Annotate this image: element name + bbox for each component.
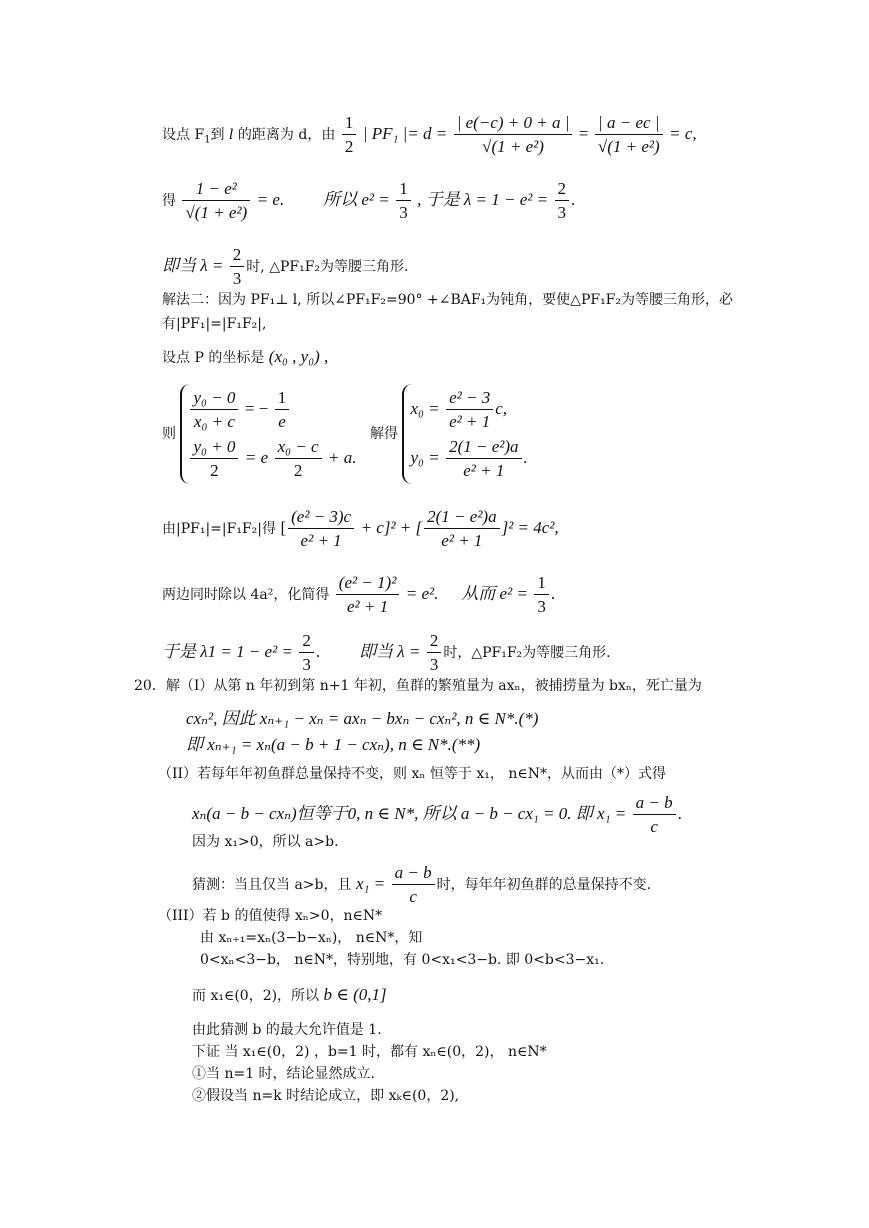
system-equations — [162, 384, 357, 484]
text: 则 — [162, 426, 176, 442]
num: 1 — [534, 572, 549, 595]
num: | e(−c) + 0 + a | — [454, 112, 573, 135]
num: 2 — [427, 630, 442, 653]
part-iii-g: ②假设当 n=k 时结论成立，即 xₖ∈(0，2), — [192, 1088, 460, 1104]
system-1 — [180, 384, 356, 484]
text: 的距离为 d，由 — [233, 126, 336, 143]
math: 从而 e² = — [461, 583, 528, 603]
math: 即当 λ = — [162, 255, 224, 275]
math: . — [523, 447, 528, 467]
math: 即当 λ = — [359, 641, 421, 661]
text: l — [229, 126, 234, 143]
math: + c]² + [ — [360, 517, 423, 537]
num: e² − 3 — [446, 387, 493, 410]
num: 1 — [342, 112, 357, 135]
part-iii-a: 由 xₙ₊₁=xₙ(3−b−xₙ)， n∈N*，知 — [200, 930, 423, 946]
den: 3 — [429, 655, 439, 675]
den: c — [650, 817, 658, 837]
num: x₀ − c — [275, 436, 322, 459]
line-substitute — [162, 506, 559, 552]
num: y₀ + 0 — [190, 436, 238, 459]
num: 2 — [555, 178, 570, 201]
den: 3 — [557, 203, 567, 223]
line-method2-cont: 有|PF₁|=|F₁F₂|, — [162, 316, 267, 332]
frac-two-thirds — [555, 178, 570, 224]
line-conclusion-1 — [162, 244, 409, 290]
text: 猜测：当且仅当 a>b，且 — [192, 876, 352, 893]
den: 3 — [537, 597, 546, 617]
text: 得 — [162, 192, 176, 209]
sub: 1 — [204, 134, 211, 146]
den: e² + 1 — [463, 460, 505, 480]
num: 1 — [275, 387, 290, 410]
line-method2: 解法二：因为 PF₁⊥ l, 所以∠PF₁F₂=90° +∠BAF₁为钝角，要使△PF₁F₂为等腰三角形，必 — [162, 292, 734, 308]
text: 设点 P 的坐标是 — [162, 350, 265, 366]
math: + a. — [328, 447, 357, 467]
den: √(1 + e²) — [597, 137, 660, 157]
part-iii-b: 0<xₙ<3−b， n∈N*，特别地，有 0<x₁<3−b. 即 0<b<3−x₁. — [200, 952, 605, 968]
math: 于是 λ1 = 1 − e² = — [162, 641, 293, 661]
line-distance: 设点 $F_1$到 l 的距离为 d，由 $\frac{1}{2}$ | PF₁ |= d = $\frac{| e(-c) + 0 + a |}{\text{√(1 + e²)}}$ = $\frac{| a - ec |}{\text{√(1 + e²)}}$ = c, — [162, 113, 697, 157]
system-2 — [402, 384, 527, 484]
den: 3 — [302, 655, 311, 675]
num: a − b — [392, 862, 435, 885]
num: 2(1 − e²)a — [446, 436, 521, 459]
text: 时, △PF₁F₂为等腰三角形. — [246, 258, 409, 275]
problem-20-eq2: 即 xₙ₊₁ = xₙ(a − b + 1 − cxₙ), n ∈ N*.(**) — [186, 735, 481, 754]
text: 时，△PF₁F₂为等腰三角形. — [443, 644, 611, 661]
den: 3 — [399, 203, 408, 223]
math: . — [550, 583, 556, 603]
part-iii-c — [192, 984, 387, 1006]
line-simplify — [162, 572, 555, 618]
num: (e² − 1)² — [336, 572, 400, 595]
num: (e² − 3)c — [288, 506, 354, 529]
math: y₀ = — [410, 447, 440, 467]
part-ii-eq — [192, 792, 682, 838]
line-point-p — [162, 346, 328, 368]
math: = e. — [256, 189, 285, 209]
num: 1 — [396, 178, 411, 201]
den: 2 — [293, 460, 303, 480]
den: e² + 1 — [300, 531, 342, 551]
part-iii-e: 下证 当 x₁∈(0，2) ，b=1 时，都有 xₙ∈(0，2)， n∈N* — [192, 1044, 547, 1060]
math: ]² = 4c², — [501, 517, 559, 537]
math: b ∈ (0,1] — [323, 985, 387, 1004]
math: (x₀ , y₀) , — [268, 347, 329, 366]
problem-20-heading: 20．解（I）从第 n 年初到第 n+1 年初，鱼群的繁殖量为 axₙ，被捕捞量为 bxₙ，死亡量为 — [134, 678, 702, 694]
line-conclusion-2 — [162, 630, 611, 676]
part-ii-guess — [192, 862, 651, 908]
frac-distance-1 — [454, 112, 573, 158]
math: = c, — [669, 123, 697, 143]
num: 2 — [230, 244, 245, 267]
text: 解得 — [370, 426, 398, 442]
part-iii-f: ①当 n=1 时，结论显然成立. — [192, 1066, 376, 1082]
math: , 于是 λ = 1 − e² = — [417, 189, 549, 209]
den: c — [409, 887, 417, 907]
text: 时，每年年初鱼群的总量保持不变. — [436, 876, 652, 893]
math: x₀ = — [410, 398, 440, 418]
math: c, — [495, 398, 508, 418]
num: 2(1 − e²)a — [424, 506, 499, 529]
den: 2 — [210, 460, 219, 480]
math: x₁ = — [355, 873, 386, 893]
text: 两边同时除以 4a²，化简得 — [162, 586, 330, 603]
den: 3 — [232, 269, 242, 289]
den: e — [278, 412, 286, 432]
frac-two-thirds — [230, 244, 245, 290]
den: √(1 + e²) — [185, 203, 248, 223]
den: 2 — [344, 137, 354, 157]
num: | a − ec | — [595, 112, 663, 135]
math: = − — [244, 398, 269, 418]
frac-e — [182, 178, 250, 224]
den: √(1 + e²) — [482, 137, 544, 157]
num: 1 − e² — [182, 178, 250, 201]
num: 2 — [299, 630, 314, 653]
math: = e — [244, 447, 269, 467]
den: e² + 1 — [441, 531, 483, 551]
num: y₀ − 0 — [190, 387, 238, 410]
math: . — [315, 641, 321, 661]
part-ii: （II）若每年年初鱼群总量保持不变，则 xₙ 恒等于 x₁， n∈N*，从而由（*）式得 — [158, 766, 666, 782]
math: | PF₁ |= d = — [362, 123, 448, 143]
num: a − b — [633, 792, 676, 815]
math: xₙ(a − b − cxₙ)恒等于0, n ∈ N*, 所以 a − b − cx₁ = 0. 即 x₁ = — [192, 803, 627, 823]
text: 由|PF₁|=|F₁F₂|得 — [162, 520, 276, 537]
problem-20-eq1: cxₙ², 因此 xₙ₊₁ − xₙ = axₙ − bxₙ − cxₙ², n ∈ N*.(*) — [186, 709, 539, 728]
den: e² + 1 — [346, 597, 389, 617]
text: 设点 F — [162, 126, 205, 143]
den: e² + 1 — [449, 412, 491, 432]
math: 所以 e² = — [323, 189, 390, 209]
math: . — [677, 803, 682, 823]
frac-distance-2 — [595, 112, 663, 158]
part-ii-b: 因为 x₁>0，所以 a>b. — [192, 834, 339, 850]
frac-half — [342, 112, 357, 158]
line-e-value: 得 $\frac{\text{1 − e²}}{\text{√(1 + e²)}}$ = e. 所以 e² = $\frac{1}{3}$ , 于是 λ = 1 − e² = $\frac{2}{3}$ . — [162, 179, 576, 223]
part-iii-d: 由此猜测 b 的最大允许值是 1. — [192, 1022, 382, 1038]
den: x₀ + c — [193, 412, 235, 432]
part-iii: （III）若 b 的值使得 xₙ>0，n∈N* — [158, 908, 383, 924]
math: [ — [280, 517, 287, 537]
frac-one-third — [396, 178, 411, 224]
math: = e². — [405, 583, 439, 603]
text: 到 — [210, 126, 229, 143]
system-solution — [370, 384, 528, 484]
text: 而 x₁∈(0，2)，所以 — [192, 988, 320, 1004]
